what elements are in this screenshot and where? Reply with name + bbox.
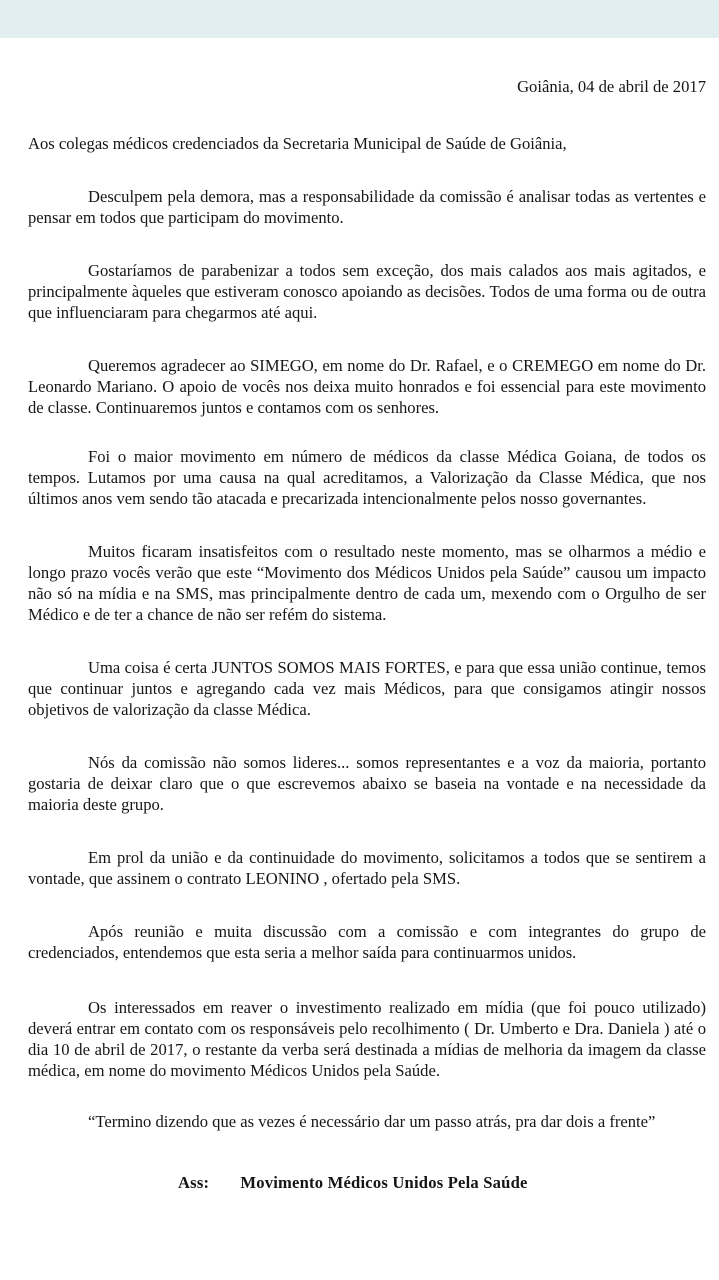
paragraph-refund: Os interessados em reaver o investimento realizado em mídia (que foi pouco utilizado) deverá entrar em contato com os responsáveis pelo recolhimento ( Dr. Umberto e Dra. Daniela ) até o dia 10 de abril de 2017, o restante da verba será destinada a mídias de melhoria da imagem da classe médica, em nome do movimento Médicos Unidos pela Saúde. [28,998,706,1080]
paragraph-thanks: Queremos agradecer ao SIMEGO, em nome do Dr. Rafael, e o CREMEGO em nome do Dr. Leonardo Mariano. O apoio de vocês nos deixa muito honrados e foi essencial para este movimento de classe. Continuaremos juntos e contamos com os senhores. [28,356,706,417]
paragraph-meeting: Após reunião e muita discussão com a comissão e com integrantes do grupo de credenciados, entendemos que esta seria a melhor saída para continuarmos unidos. [28,922,706,962]
paragraph-congratulations: Gostaríamos de parabenizar a todos sem exceção, dos mais calados aos mais agitados, e principalmente àqueles que estiveram conosco apoiando as decisões. Todos de uma forma ou de outra que influenciaram para chegarmos até aqui. [28,261,706,322]
paragraph-contract: Em prol da união e da continuidade do movimento, solicitamos a todos que se sentirem a vontade, que assinem o contrato LEONINO , ofertado pela SMS. [28,848,706,888]
date-line: Goiânia, 04 de abril de 2017 [517,77,706,96]
paragraph-largest-movement: Foi o maior movimento em número de médicos da classe Médica Goiana, de todos os tempos. Lutamos por uma causa na qual acreditamos, a Valorização da Classe Médica, que nos últimos anos vem sendo tão atacada e precarizada intencionalmente pelos nosso governantes. [28,447,706,508]
paragraph-commission: Nós da comissão não somos lideres... somos representantes e a voz da maioria, portanto gostaria de deixar claro que o que escrevemos abaixo se baseia na vontade e na necessidade da maioria deste grupo. [28,753,706,814]
paragraph-dissatisfaction: Muitos ficaram insatisfeitos com o resultado neste momento, mas se olharmos a médio e longo prazo vocês verão que este “Movimento dos Médicos Unidos pela Saúde” causou um impacto não só na mídia e na SMS, mas principalmente dentro de cada um, mexendo com o Orgulho de ser Médico e de ter a chance de não ser refém do sistema. [28,542,706,624]
letter [28,62,706,1193]
signature-prefix: Ass: [178,1173,210,1192]
signature [178,1172,706,1193]
paragraph-apology: Desculpem pela demora, mas a responsabilidade da comissão é analisar todas as vertentes e pensar em todos que participam do movimento. [28,187,706,227]
top-band [0,0,719,38]
paragraph-together-stronger: Uma coisa é certa JUNTOS SOMOS MAIS FORTES, e para que essa união continue, temos que continuar juntos e agregando cada vez mais Médicos, para que consigamos atingir nossos objetivos de valorização da classe Médica. [28,658,706,719]
greeting: Aos colegas médicos credenciados da Secretaria Municipal de Saúde de Goiânia, [28,134,567,153]
paragraph-closing-quote: “Termino dizendo que as vezes é necessário dar um passo atrás, pra dar dois a frente” [88,1112,656,1131]
signature-name: Movimento Médicos Unidos Pela Saúde [240,1173,528,1192]
